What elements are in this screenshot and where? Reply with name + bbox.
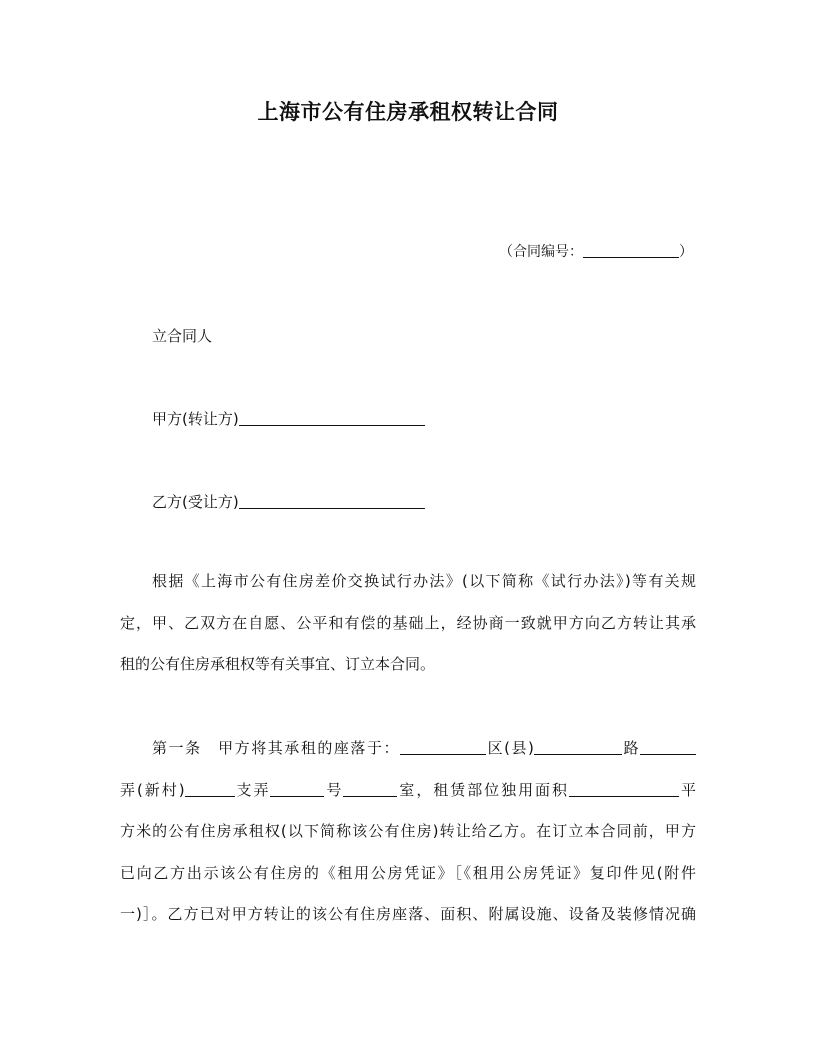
intro-row: 租的公有住房承租权等有关事宜、订立本合同。 (120, 655, 436, 674)
party-b-blank (239, 494, 425, 509)
intro-row: 定，甲、乙双方在自愿、公平和有偿的基础上，经协商一致就甲方向乙方转让其承 (120, 613, 696, 632)
document-title: 上海市公有住房承租权转让合同 (257, 100, 559, 124)
party-a-line (152, 408, 425, 429)
sub-lane-label: 支弄 (234, 780, 271, 799)
contract-number (499, 241, 693, 261)
contract-number-close: ） (679, 244, 693, 260)
intro-paragraph (120, 561, 696, 686)
article-1-paragraph (120, 728, 696, 936)
party-b-line (152, 491, 425, 512)
district-label: 区(县) (486, 739, 534, 757)
party-a-label: 甲方(转让方) (152, 410, 239, 428)
article-1-row-4: 已向乙方出示该公有住房的《租用公房凭证》［《租用公房凭证》复印件见(附件 (120, 863, 696, 882)
article-1-row-1 (120, 728, 696, 770)
party-a-blank (239, 411, 425, 426)
area-label: 室，租赁部位独用面积 (397, 780, 569, 799)
road-name-blank (534, 740, 622, 755)
road-label: 路 (621, 739, 640, 757)
district-blank (400, 740, 486, 755)
contract-number-label: （合同编号： (499, 244, 583, 260)
sub-lane-blank (185, 782, 235, 797)
article-1-row-2 (120, 770, 696, 812)
area-blank (569, 782, 679, 797)
room-blank (343, 782, 397, 797)
article-1-row-3: 方米的公有住房承租权(以下简称该公有住房)转让给乙方。在订立本合同前，甲方 (120, 822, 696, 841)
article-1-row-5: 一)］。乙方已对甲方转让的该公有住房座落、面积、附属设施、设备及装修情况确 (120, 905, 696, 924)
number-label: 号 (324, 780, 344, 799)
lane-label: 弄(新村) (120, 780, 185, 799)
lane-blank (640, 740, 696, 755)
party-b-label: 乙方(受让方) (152, 493, 239, 511)
parties-heading: 立合同人 (152, 327, 213, 345)
article-1-heading: 第一条 甲方将其承租的座落于： (152, 739, 401, 757)
number-blank (270, 782, 324, 797)
contract-number-blank (583, 243, 679, 258)
square-label: 平 (678, 780, 696, 799)
intro-row: 根据《上海市公有住房差价交换试行办法》(以下简称《试行办法》)等有关规 (152, 572, 696, 590)
